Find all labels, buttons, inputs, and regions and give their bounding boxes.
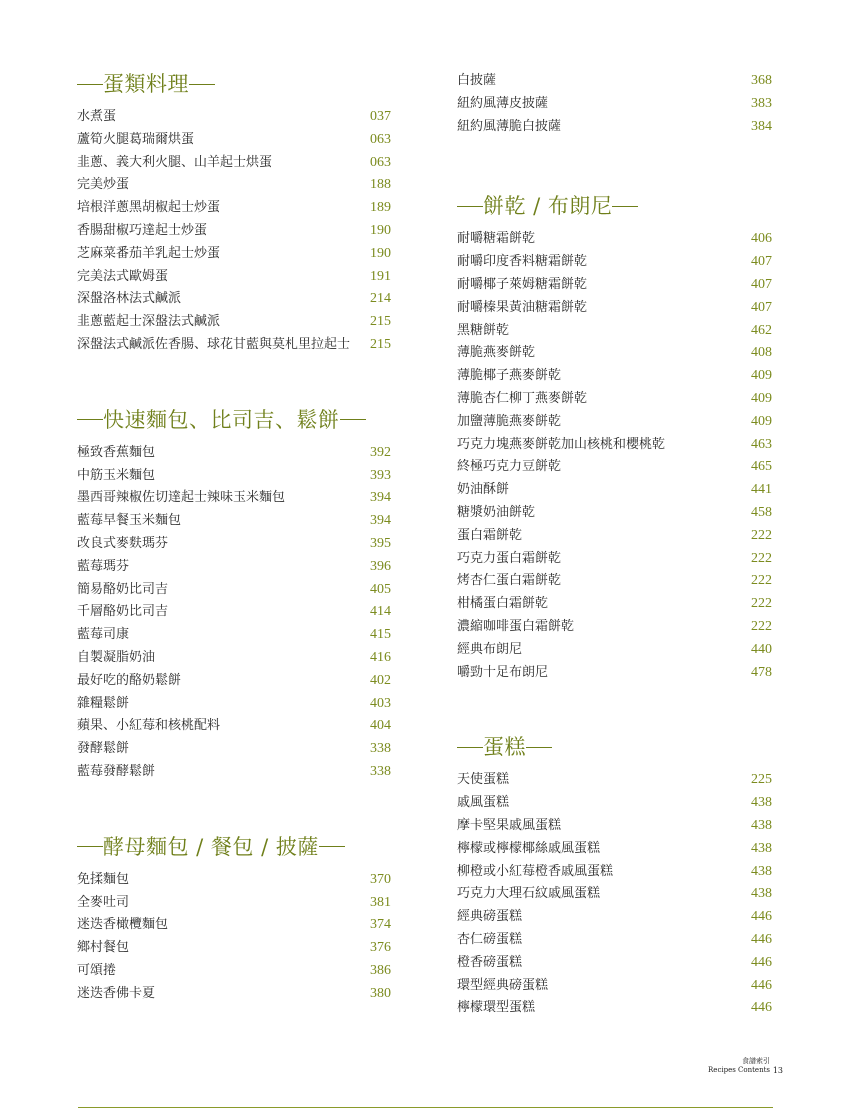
- recipe-entry: [457, 838, 772, 861]
- recipe-entry: [77, 601, 391, 624]
- recipe-name: 中筋玉米麵包: [77, 467, 156, 483]
- recipe-name: 藍莓瑪芬: [77, 558, 130, 574]
- recipe-page-number: 063: [370, 154, 391, 170]
- recipe-name: 千層酪奶比司吉: [77, 604, 169, 620]
- recipe-name: 芝麻菜番茄羊乳起士炒蛋: [77, 245, 221, 261]
- recipe-name: 迷迭香佛卡夏: [77, 985, 156, 1001]
- recipe-entry: [457, 274, 772, 297]
- recipe-entry: [457, 570, 772, 593]
- recipe-name: 經典布朗尼: [457, 641, 523, 657]
- recipe-name: 柑橘蛋白霜餅乾: [457, 596, 549, 612]
- recipe-name: 濃縮咖啡蛋白霜餅乾: [457, 618, 575, 634]
- recipe-entry: [457, 297, 772, 320]
- recipe-entry: [77, 152, 391, 175]
- recipe-name: 水煮蛋: [77, 109, 117, 124]
- recipe-page-number: 440: [751, 641, 772, 657]
- recipe-page-number: 441: [751, 482, 772, 498]
- recipe-name: 紐約風薄皮披薩: [457, 95, 549, 111]
- recipe-name: 香腸甜椒巧達起士炒蛋: [77, 222, 208, 238]
- recipe-page-number: 438: [751, 795, 772, 811]
- recipe-page-number: 415: [370, 627, 391, 643]
- recipe-name: 奶油酥餅: [457, 482, 510, 498]
- recipe-entry: [457, 997, 772, 1020]
- recipe-entry: [77, 914, 391, 937]
- recipe-name: 杏仁磅蛋糕: [457, 931, 523, 947]
- recipe-entry: [77, 869, 391, 892]
- recipe-entry: [77, 288, 391, 311]
- recipe-page-number: 404: [370, 718, 391, 734]
- recipe-entry: [457, 70, 772, 93]
- heading-rule-left: [77, 419, 103, 420]
- recipe-page-number: 215: [370, 336, 391, 352]
- recipe-page-number: 409: [751, 368, 772, 384]
- recipe-page-number: 395: [370, 535, 391, 551]
- recipe-name: 經典磅蛋糕: [457, 909, 523, 925]
- recipe-page-number: 392: [370, 444, 391, 460]
- recipe-name: 耐嚼糖霜餅乾: [457, 231, 536, 247]
- recipe-page-number: 414: [370, 604, 391, 620]
- recipe-entry: [457, 456, 772, 479]
- recipe-entry: [77, 266, 391, 289]
- recipe-name: 糖漿奶油餅乾: [457, 504, 536, 520]
- bottom-rule: [78, 1107, 773, 1108]
- recipe-page-number: 338: [370, 741, 391, 757]
- recipe-name: 培根洋蔥黑胡椒起士炒蛋: [77, 200, 221, 216]
- recipe-name: 烤杏仁蛋白霜餅乾: [457, 573, 562, 589]
- recipe-page-number: 446: [751, 931, 772, 947]
- recipe-list: [77, 106, 391, 357]
- recipe-name: 蘋果、小紅莓和核桃配料: [77, 718, 221, 734]
- section-title: 蛋糕: [483, 735, 526, 760]
- recipe-name: 完美炒蛋: [77, 177, 130, 193]
- recipe-name: 改良式麥麩瑪芬: [77, 535, 169, 551]
- footer-label-zh: 食譜索引: [742, 1057, 770, 1065]
- recipe-page-number: 222: [751, 527, 772, 543]
- recipe-page-number: 446: [751, 954, 772, 970]
- recipe-name: 免揉麵包: [77, 871, 130, 887]
- recipe-entry: [457, 434, 772, 457]
- section-cookies-brownies: [457, 192, 772, 684]
- recipe-entry: [77, 670, 391, 693]
- page-footer: [708, 1057, 783, 1075]
- recipe-name: 完美法式歐姆蛋: [77, 268, 169, 284]
- recipe-name: 紐約風薄脆白披薩: [457, 118, 562, 134]
- section-title: 餅乾 / 布朗尼: [483, 194, 613, 219]
- recipe-name: 檸檬環型蛋糕: [457, 1000, 536, 1016]
- recipe-name: 雜糧鬆餅: [77, 695, 130, 711]
- recipe-entry: [77, 624, 391, 647]
- recipe-name: 環型經典磅蛋糕: [457, 977, 549, 993]
- recipe-entry: [457, 93, 772, 116]
- recipe-name: 最好吃的酪奶鬆餅: [77, 672, 182, 688]
- recipe-name: 自製凝脂奶油: [77, 649, 156, 665]
- recipe-entry: [77, 220, 391, 243]
- recipe-entry: [457, 906, 772, 929]
- heading-rule-right: [526, 747, 552, 748]
- recipe-page-number: 409: [751, 390, 772, 406]
- recipe-name: 終極巧克力豆餅乾: [457, 459, 562, 475]
- recipe-entry: [457, 952, 772, 975]
- recipe-page-number: 407: [751, 254, 772, 270]
- recipe-entry: [457, 639, 772, 662]
- recipe-entry: [457, 525, 772, 548]
- recipe-entry: [457, 975, 772, 998]
- recipe-page-number: 438: [751, 840, 772, 856]
- section-cakes: [457, 733, 772, 1020]
- recipe-page-number: 190: [370, 245, 391, 261]
- recipe-page-number: 394: [370, 490, 391, 506]
- recipe-entry: [77, 510, 391, 533]
- recipe-name: 迷迭香橄欖麵包: [77, 917, 169, 933]
- recipe-name: 簡易酪奶比司吉: [77, 581, 169, 597]
- recipe-page-number: 405: [370, 581, 391, 597]
- recipe-entry: [77, 174, 391, 197]
- recipe-entry: [77, 197, 391, 220]
- recipe-entry: [77, 243, 391, 266]
- recipe-list: [77, 442, 391, 784]
- heading-rule-left: [457, 206, 483, 207]
- recipe-page-number: 465: [751, 459, 772, 475]
- recipe-page-number: 403: [370, 695, 391, 711]
- recipe-page-number: 380: [370, 985, 391, 1001]
- section-heading: [77, 406, 391, 434]
- recipe-name: 加鹽薄脆燕麥餅乾: [457, 413, 562, 429]
- heading-rule-right: [612, 206, 638, 207]
- recipe-page-number: 438: [751, 863, 772, 879]
- recipe-name: 摩卡堅果戚風蛋糕: [457, 817, 562, 833]
- heading-rule-left: [77, 84, 103, 85]
- section-title: 酵母麵包 / 餐包 / 披薩: [103, 834, 319, 859]
- recipe-entry: [457, 548, 772, 571]
- recipe-name: 柳橙或小紅莓橙香戚風蛋糕: [457, 863, 614, 879]
- recipe-entry: [77, 960, 391, 983]
- section-title: 快速麵包、比司吉、鬆餅: [103, 407, 340, 432]
- footer-label-en: Recipes Contents: [708, 1066, 770, 1074]
- recipe-page-number: 222: [751, 618, 772, 634]
- recipe-page-number: 408: [751, 345, 772, 361]
- recipe-name: 深盤洛林法式鹹派: [77, 291, 182, 307]
- recipe-name: 戚風蛋糕: [457, 795, 510, 811]
- recipe-name: 可頌捲: [77, 962, 117, 978]
- recipe-page-number: 037: [370, 109, 391, 124]
- section-heading: [77, 70, 391, 98]
- recipe-entry: [77, 106, 391, 129]
- recipe-page-number: 438: [751, 886, 772, 902]
- recipe-page-number: 383: [751, 95, 772, 111]
- recipe-page-number: 222: [751, 550, 772, 566]
- recipe-entry: [77, 647, 391, 670]
- recipe-page-number: 394: [370, 513, 391, 529]
- recipe-name: 蛋白霜餅乾: [457, 527, 523, 543]
- recipe-page-number: 191: [370, 268, 391, 284]
- heading-rule-left: [77, 846, 103, 847]
- recipe-entry: [77, 579, 391, 602]
- recipe-name: 巧克力大理石紋戚風蛋糕: [457, 886, 601, 902]
- recipe-name: 極致香蕉麵包: [77, 444, 156, 460]
- recipe-name: 薄脆杏仁柳丁燕麥餅乾: [457, 390, 588, 406]
- recipe-page-number: 462: [751, 322, 772, 338]
- recipe-page-number: 214: [370, 291, 391, 307]
- recipe-entry: [457, 228, 772, 251]
- recipe-page-number: 376: [370, 940, 391, 956]
- recipe-page-number: 478: [751, 664, 772, 680]
- recipe-entry: [77, 983, 391, 1006]
- recipe-page-number: 189: [370, 200, 391, 216]
- recipe-entry: [77, 442, 391, 465]
- section-pizza-continued: [457, 70, 772, 138]
- recipe-entry: [457, 388, 772, 411]
- recipe-entry: [457, 251, 772, 274]
- recipe-entry: [77, 738, 391, 761]
- recipe-name: 韭蔥、義大利火腿、山羊起士烘蛋: [77, 154, 273, 170]
- recipe-name: 墨西哥辣椒佐切達起士辣味玉米麵包: [77, 490, 286, 506]
- recipe-page-number: 446: [751, 977, 772, 993]
- recipe-name: 薄脆燕麥餅乾: [457, 345, 536, 361]
- recipe-entry: [457, 320, 772, 343]
- recipe-name: 蘆筍火腿葛瑞爾烘蛋: [77, 131, 195, 147]
- left-column: [77, 70, 391, 1006]
- recipe-entry: [77, 334, 391, 357]
- recipe-page-number: 407: [751, 299, 772, 315]
- recipe-name: 巧克力蛋白霜餅乾: [457, 550, 562, 566]
- recipe-page-number: 225: [751, 772, 772, 788]
- section-egg-dishes: [77, 70, 391, 357]
- recipe-entry: [77, 311, 391, 334]
- recipe-entry: [457, 502, 772, 525]
- recipe-list: [457, 769, 772, 1020]
- recipe-page-number: 463: [751, 436, 772, 452]
- recipe-name: 韭蔥藍起士深盤法式鹹派: [77, 314, 221, 330]
- recipe-name: 深盤法式鹹派佐香腸、球花甘藍與莫札里拉起士: [77, 336, 351, 352]
- recipe-page-number: 458: [751, 504, 772, 520]
- recipe-entry: [457, 792, 772, 815]
- recipe-entry: [457, 342, 772, 365]
- recipe-page-number: 188: [370, 177, 391, 193]
- recipe-name: 天使蛋糕: [457, 772, 510, 788]
- recipe-name: 耐嚼椰子萊姆糖霜餅乾: [457, 276, 588, 292]
- recipe-entry: [77, 715, 391, 738]
- recipe-page-number: 190: [370, 222, 391, 238]
- heading-rule-left: [457, 747, 483, 748]
- recipe-entry: [457, 365, 772, 388]
- recipe-entry: [77, 533, 391, 556]
- recipe-page-number: 370: [370, 871, 391, 887]
- recipe-page-number: 063: [370, 131, 391, 147]
- recipe-page-number: 374: [370, 917, 391, 933]
- recipe-entry: [77, 129, 391, 152]
- recipe-list: [457, 70, 772, 138]
- recipe-name: 白披薩: [457, 73, 497, 88]
- recipe-page-number: 396: [370, 558, 391, 574]
- heading-rule-right: [189, 84, 215, 85]
- recipe-entry: [457, 616, 772, 639]
- recipe-entry: [457, 769, 772, 792]
- section-title: 蛋類料理: [103, 72, 189, 96]
- page-number: 13: [772, 1066, 783, 1075]
- recipe-page-number: 222: [751, 573, 772, 589]
- recipe-page-number: 393: [370, 467, 391, 483]
- recipe-entry: [457, 662, 772, 685]
- recipe-name: 發酵鬆餅: [77, 741, 130, 757]
- section-heading: [77, 833, 391, 861]
- recipe-entry: [457, 411, 772, 434]
- recipe-page-number: 416: [370, 649, 391, 665]
- recipe-name: 巧克力塊燕麥餅乾加山核桃和櫻桃乾: [457, 436, 666, 452]
- recipe-entry: [457, 116, 772, 139]
- recipe-name: 檸檬或檸檬椰絲戚風蛋糕: [457, 840, 601, 856]
- recipe-name: 耐嚼榛果黃油糖霜餅乾: [457, 299, 588, 315]
- recipe-entry: [457, 883, 772, 906]
- section-heading: [457, 192, 772, 220]
- recipe-page-number: 386: [370, 962, 391, 978]
- recipe-entry: [77, 693, 391, 716]
- recipe-entry: [77, 465, 391, 488]
- recipe-entry: [77, 487, 391, 510]
- recipe-page-number: 402: [370, 672, 391, 688]
- recipe-name: 薄脆椰子燕麥餅乾: [457, 368, 562, 384]
- recipe-name: 藍莓發酵鬆餅: [77, 763, 156, 779]
- recipe-page-number: 384: [751, 118, 772, 134]
- recipe-entry: [457, 929, 772, 952]
- recipe-page-number: 368: [751, 73, 772, 88]
- recipe-entry: [77, 761, 391, 784]
- recipe-name: 鄉村餐包: [77, 940, 130, 956]
- recipe-name: 耐嚼印度香料糖霜餅乾: [457, 254, 588, 270]
- recipe-entry: [457, 593, 772, 616]
- recipe-page-number: 381: [370, 894, 391, 910]
- recipe-name: 藍莓司康: [77, 627, 130, 643]
- recipe-page-number: 406: [751, 231, 772, 247]
- recipe-page-number: 409: [751, 413, 772, 429]
- recipe-name: 全麥吐司: [77, 894, 130, 910]
- recipe-page-number: 446: [751, 909, 772, 925]
- recipe-entry: [77, 937, 391, 960]
- recipe-name: 橙香磅蛋糕: [457, 954, 523, 970]
- recipe-name: 嚼勁十足布朗尼: [457, 664, 549, 680]
- recipe-page-number: 446: [751, 1000, 772, 1016]
- recipe-list: [77, 869, 391, 1006]
- recipe-name: 黑糖餅乾: [457, 322, 510, 338]
- recipe-page-number: 222: [751, 596, 772, 612]
- recipe-entry: [457, 861, 772, 884]
- heading-rule-right: [319, 846, 345, 847]
- section-yeast-breads: [77, 833, 391, 1006]
- recipe-entry: [77, 556, 391, 579]
- recipe-entry: [457, 479, 772, 502]
- recipe-page-number: 338: [370, 763, 391, 779]
- recipe-entry: [77, 892, 391, 915]
- right-column: [457, 70, 772, 1020]
- recipe-entry: [457, 815, 772, 838]
- section-heading: [457, 733, 772, 761]
- recipe-page-number: 407: [751, 276, 772, 292]
- recipe-name: 藍莓早餐玉米麵包: [77, 513, 182, 529]
- section-quick-breads: [77, 406, 391, 784]
- heading-rule-right: [340, 419, 366, 420]
- recipe-list: [457, 228, 772, 684]
- recipe-page-number: 215: [370, 314, 391, 330]
- recipe-page-number: 438: [751, 817, 772, 833]
